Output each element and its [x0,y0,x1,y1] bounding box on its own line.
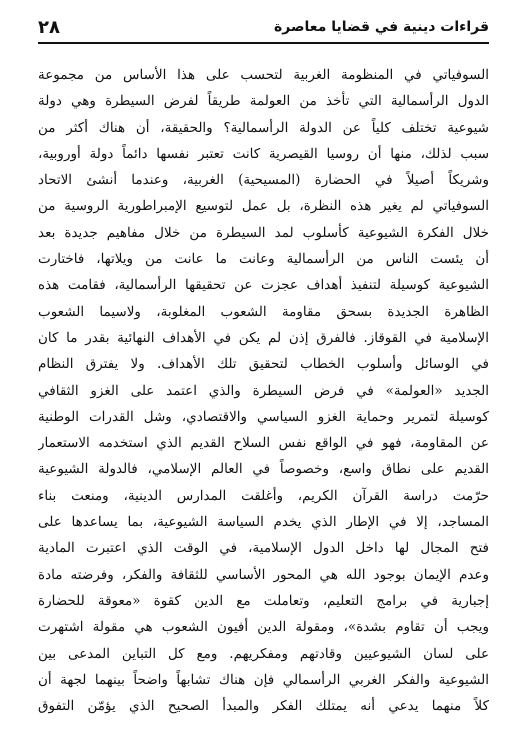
text-line: وشريكاً أصيلاً في الحضارة (المسيحية) الغربية، وعندما أنشئ الاتحاد [38,172,489,189]
text-line: أن يئست الناس من الرأسمالية وعانت ما عانت من ويلاتها، فاختارت [38,251,489,268]
text-line: حرّمت دراسة القرآن الكريم، وأغلقت المدارس الدينية، ومنعت بناء [38,487,489,504]
text-line: وعدم الإيمان بوجود الله هي المحور الأساسي للثقافة والفكر، وفرضته مادة [38,566,489,583]
text-line: ويجب أن تقاوم بشدة»، ومقولة الدين أفيون الشعوب هي مقولة اشتهرت [38,619,489,636]
text-line: السوفياتي لم يغير هذه النظرة، بل عمل لتوسيع الإمبراطورية الروسية من [38,198,489,215]
text-line: إجبارية في برامج التعليم، وتعاملت مع الدين كقوة «معوقة للحضارة [38,592,489,609]
text-line: على لسان الشيوعيين وقادتهم ومفكريهم. ومع كل التباين المدعى بين [38,645,489,662]
text-line: الجديد «العولمة» في فرض السيطرة والذي اعتمد على الغزو الثقافي [38,382,489,399]
text-line: المساجد، إلا في الإطار الذي يخدم السياسة الشيوعية، بما يساعدها على [38,514,489,531]
header-divider [38,42,489,44]
running-title: قراءات دينية في قضايا معاصرة [274,19,489,35]
text-line: الشيوعية كوسيلة لتنفيذ أهداف عجزت عن تحقيقها الرأسمالية، فقامت هذه [38,277,489,294]
text-line: الظاهرة الجديدة بسحق مقاومة الشعوب المغلوبة، ولاسيما الشعوب [38,303,489,320]
body-paragraph [38,62,489,719]
text-line: في الوسائل وأسلوب الخطاب لتحقيق تلك الأهداف. ولا يفترق النظام [38,356,489,373]
text-line: سبب لذلك، منها أن روسيا القيصرية كانت تعتبر نفسها دائماً دولة أوروبية، [38,145,489,162]
text-line: فتح المجال لها داخل الدول الإسلامية، في الوقت الذي اعتبرت المادية [38,540,489,557]
text-line: السوفياتي في المنظومة الغربية لتحسب على هذا الأساس من مجموعة [38,67,489,83]
page-number: ٢٨ [38,16,60,38]
text-line: كوسيلة لتمرير وحماية الغزو السياسي والاقتصادي، وشل القدرات الوطنية [38,408,489,425]
text-line: الإسلامية في القوقاز. فالفرق إذن لم يكن في الأهداف النهائية بقدر ما كان [38,329,489,346]
text-line: الدول الرأسمالية التي تأخذ من العولمة طريقاً لفرض السيطرة وهي دولة [38,93,489,110]
text-line: كلاً منهما يدعي أنه يمتلك الفكر والمبدأ الصحيح الذي يؤمّن التفوق [38,698,489,715]
text-line: شيوعية تختلف كلياً عن الدولة الرأسمالية؟ والحقيقة، أن هناك أكثر من [38,119,489,136]
page-header [38,14,489,40]
text-line: القديم على نطاق واسع، وخصوصاً في العالم الإسلامي، فالدولة الشيوعية [38,461,489,478]
text-line: خلال الفكرة الشيوعية كأسلوب لمد السيطرة من خلال مفاهيم جديدة بعد [38,224,489,241]
text-line: الشيوعية والفكر الغربي الرأسمالي فإن هناك تشابهاً واضحاً بينهما لجهة أن [38,671,489,688]
text-line: عن المقاومة، فهو في الواقع نفس السلاح القديم الذي استخدمه الاستعمار [38,435,489,452]
